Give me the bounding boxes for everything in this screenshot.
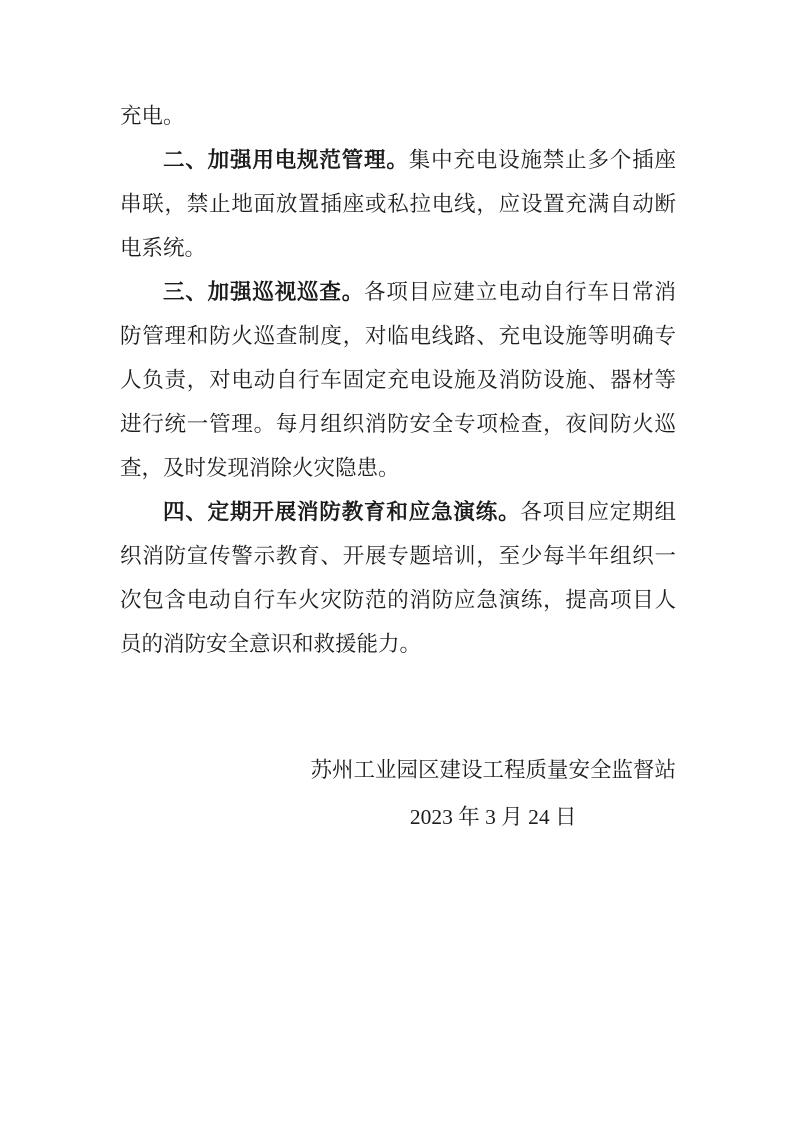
- section-2-body: 集中充电设施禁止多个插座串联，禁止地面放置插座或私拉电线，应设置充满自动断电系统。: [120, 148, 676, 260]
- section-3-heading: 三、加强巡视巡查。: [163, 280, 365, 304]
- section-4-body: 各项目应定期组织消防宣传警示教育、开展专题培训，至少每半年组织一次包含电动自行车火灾防范的消防应急演练，提高项目人员的消防安全意识和救援能力。: [120, 500, 676, 656]
- section-3-body: 各项目应建立电动自行车日常消防管理和防火巡查制度，对临电线路、充电设施等明确专人负责，对电动自行车固定充电设施及消防设施、器材等进行统一管理。每月组织消防安全专项检查，夜间防火巡查，及时发现消除火灾隐患。: [120, 280, 676, 480]
- paragraph-continuation-text: 充电。: [120, 104, 185, 128]
- paragraph-section-4: [120, 490, 676, 666]
- signature-block: [310, 748, 676, 839]
- paragraph-section-2: [120, 138, 676, 270]
- section-4-heading: 四、定期开展消防教育和应急演练。: [163, 500, 521, 524]
- document-content: [120, 94, 676, 839]
- paragraph-section-3: [120, 270, 676, 490]
- paragraph-continuation: [120, 94, 676, 138]
- signature-date: 2023 年 3 月 24 日: [409, 805, 577, 829]
- signature-organization: 苏州工业园区建设工程质量安全监督站: [310, 758, 676, 782]
- section-2-heading: 二、加强用电规范管理。: [163, 148, 409, 172]
